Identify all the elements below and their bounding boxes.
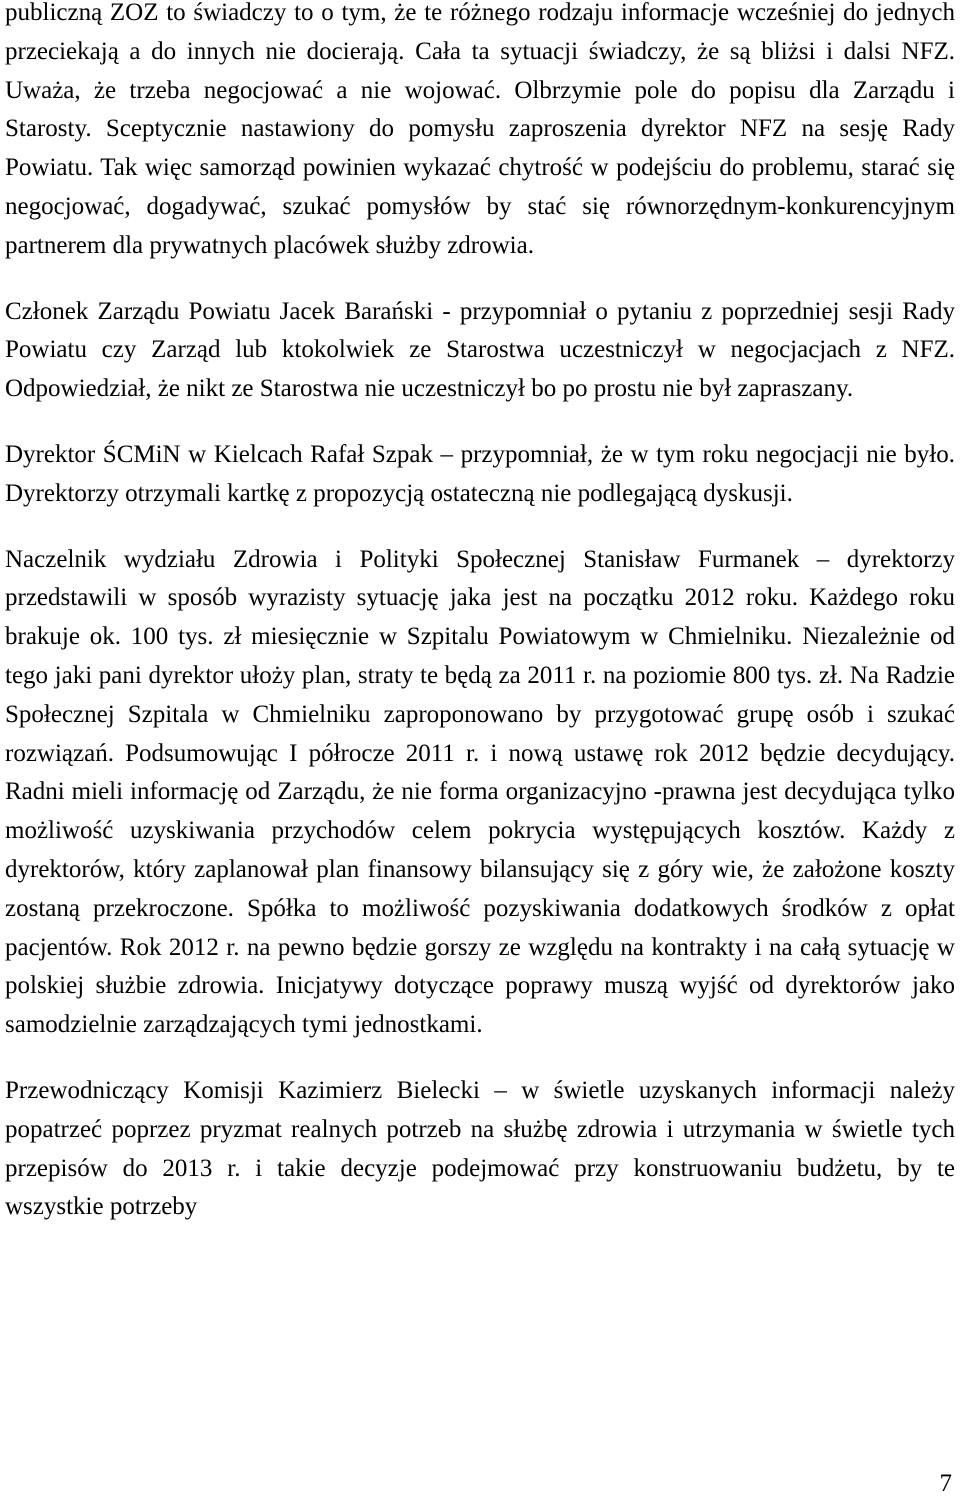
paragraph-2: Członek Zarządu Powiatu Jacek Barański - przypomniał o pytaniu z poprzedniej sesji Rady Powiatu czy Zarząd lub ktokolwiek ze Starostwa uczestniczył w negocjacjach z NFZ. Odpowiedział, że nikt ze Starostwa nie uczestniczył bo po prostu nie był zapraszany. (5, 297, 955, 403)
paragraph-1: publiczną ZOZ to świadczy to o tym, że te różnego rodzaju informacje wcześniej do jednych przeciekają a do innych nie docierają. Cała ta sytuacji świadczy, że są bliżsi i dalsi NFZ. Uważa, że trzeba negocjować a nie wojować. Olbrzymie pole do popisu dla Zarządu i Starosty. Sceptycznie nastawiony do pomysłu zaproszenia dyrektor NFZ na sesję Rady Powiatu. Tak więc samorząd powinien wykazać chytrość w podejściu do problemu, starać się negocjować, dogadywać, szukać pomysłów by stać się równorzędnym-konkurencyjnym partnerem dla prywatnych placówek służby zdrowia. (5, 0, 955, 259)
paragraph-4: Naczelnik wydziału Zdrowia i Polityki Społecznej Stanisław Furmanek – dyrektorzy przedstawili w sposób wyrazisty sytuację jaka jest na początku 2012 roku. Każdego roku brakuje ok. 100 tys. zł miesięcznie w Szpitalu Powiatowym w Chmielniku. Niezależnie od tego jaki pani dyrektor ułoży plan, straty te będą za 2011 r. na poziomie 800 tys. zł. Na Radzie Społecznej Szpitala w Chmielniku zaproponowano by przygotować grupę osób i szukać rozwiązań. Podsumowując I półrocze 2011 r. i nową ustawę rok 2012 będzie decydujący. Radni mieli informację od Zarządu, że nie forma organizacyjno -prawna jest decydująca tylko możliwość uzyskiwania przychodów celem pokrycia występujących kosztów. Każdy z dyrektorów, który zaplanował plan finansowy bilansujący się z góry wie, że założone koszty zostaną przekroczone. Spółka to możliwość pozyskiwania dodatkowych środków z opłat pacjentów. Rok 2012 r. na pewno będzie gorszy ze względu na kontrakty i na całą sytuację w polskiej służbie zdrowia. Inicjatywy dotyczące poprawy muszą wyjść od dyrektorów jako samodzielnie zarządzających tymi jednostkami. (5, 545, 955, 1039)
document-body (5, 0, 955, 1254)
paragraph-5: Przewodniczący Komisji Kazimierz Bielecki – w świetle uzyskanych informacji należy popatrzeć poprzez pryzmat realnych potrzeb na służbę zdrowia i utrzymania w świetle tych przepisów do 2013 r. i takie decyzje podejmować przy konstruowaniu budżetu, by te wszystkie potrzeby (5, 1076, 955, 1221)
page-number: 7 (939, 1470, 952, 1497)
paragraph-3: Dyrektor ŚCMiN w Kielcach Rafał Szpak – przypomniał, że w tym roku negocjacji nie było. Dyrektorzy otrzymali kartkę z propozycją ostateczną nie podlegającą dyskusji. (5, 440, 955, 507)
